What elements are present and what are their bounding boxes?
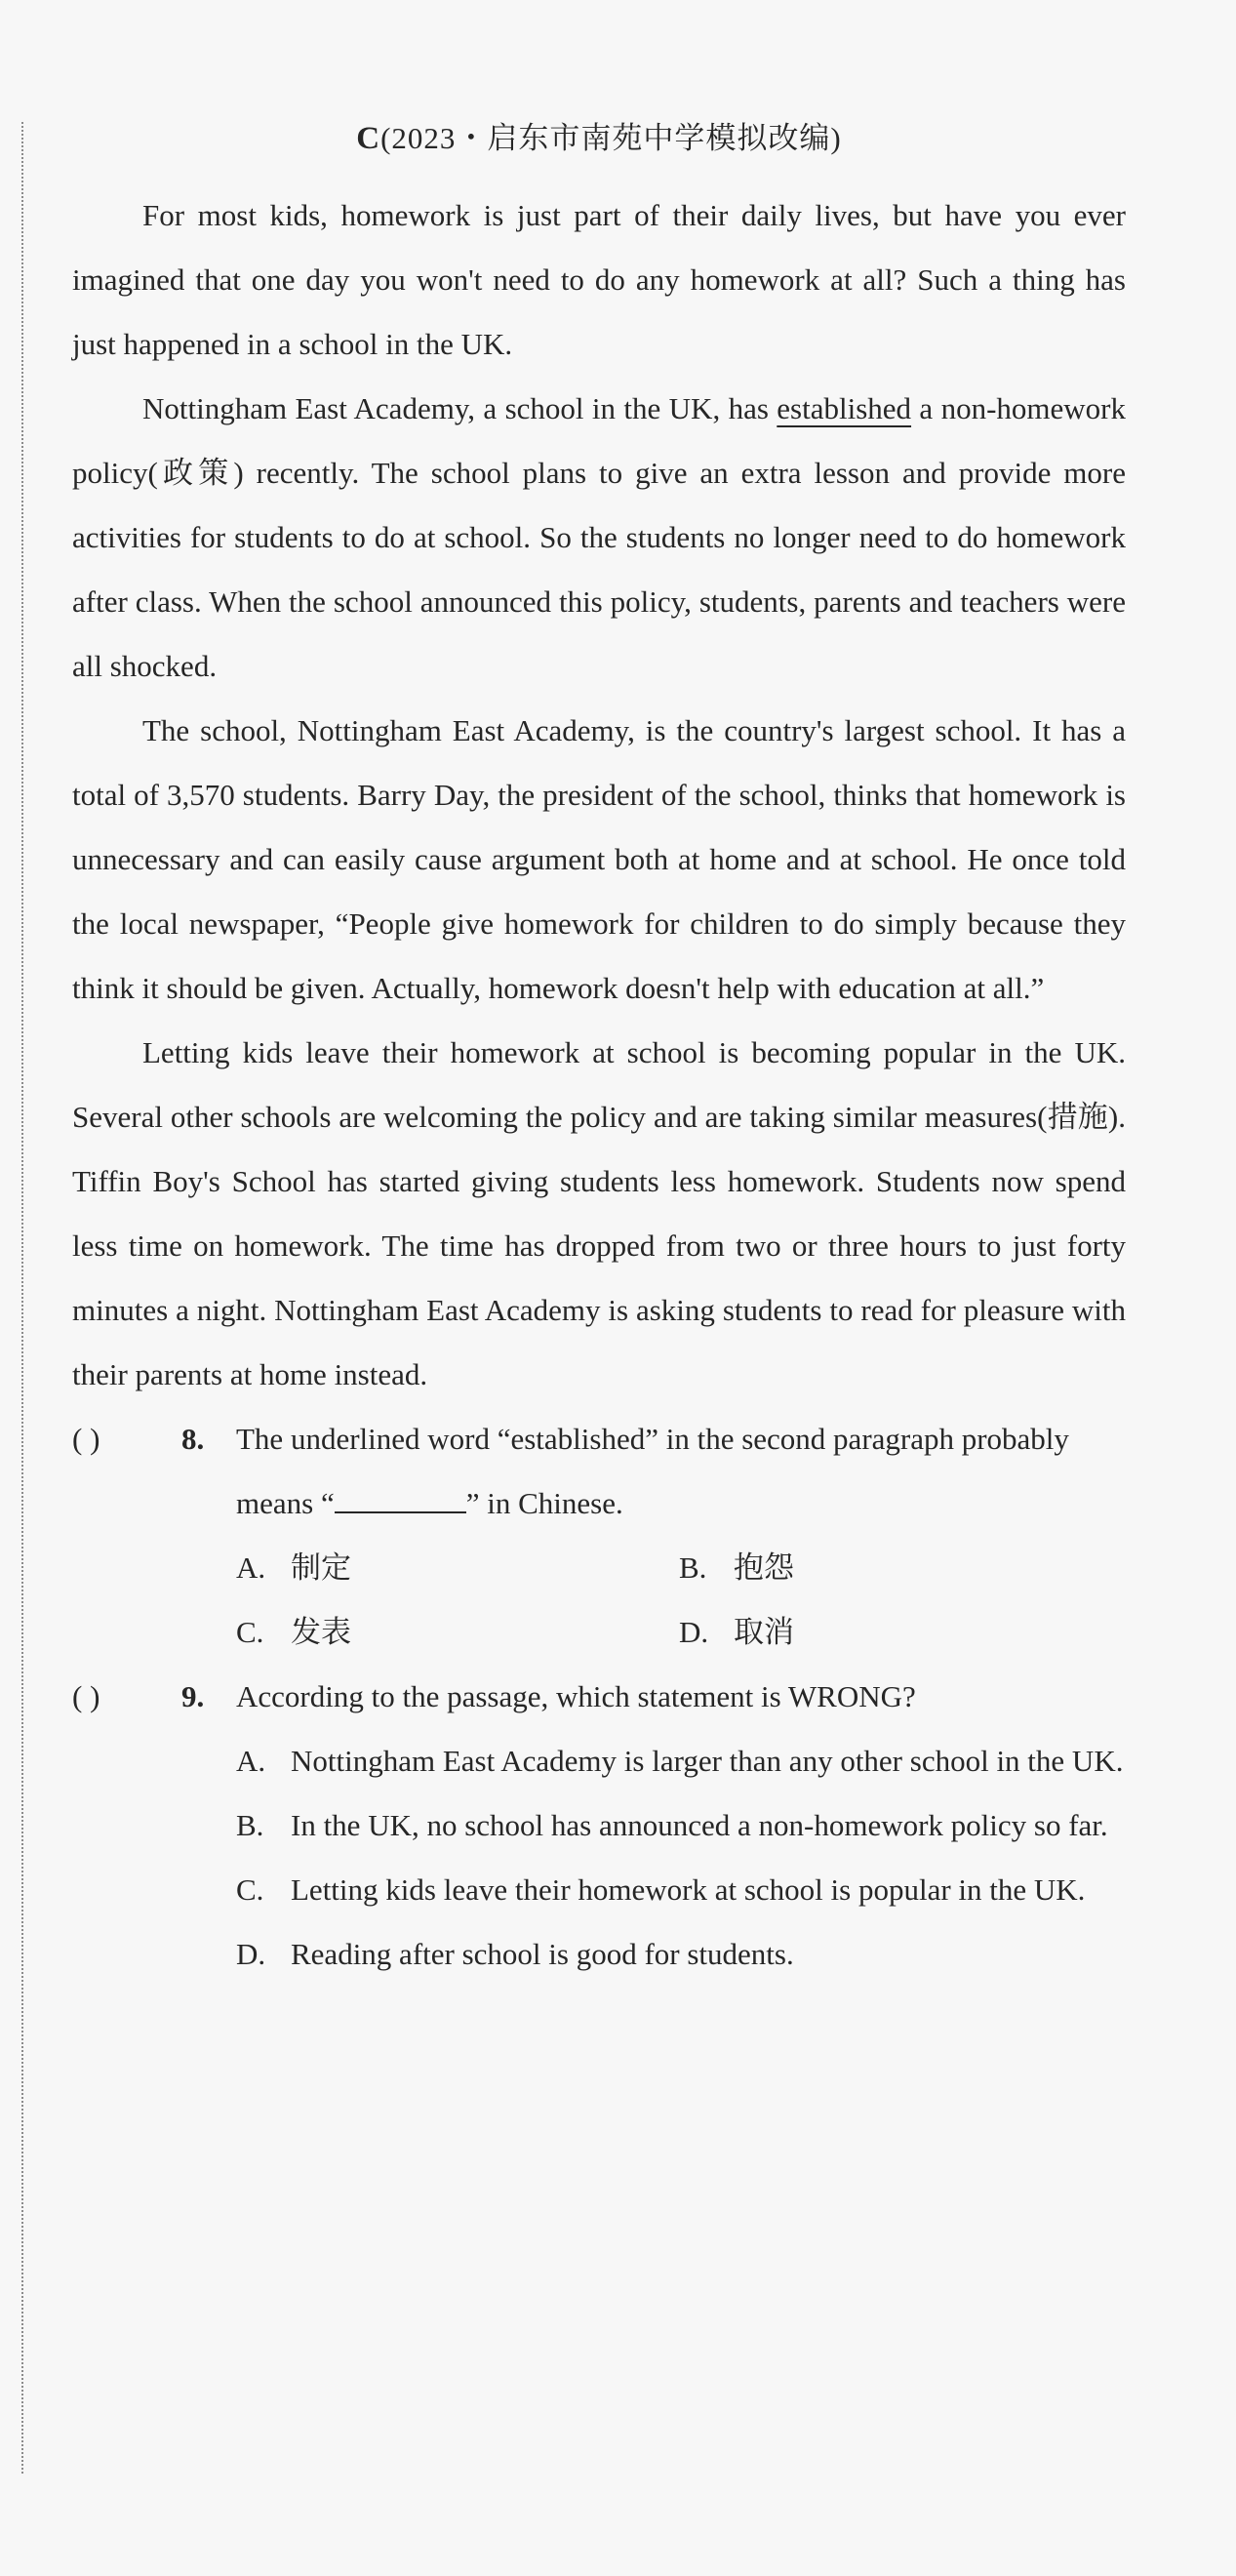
section-source: (2023・启东市南苑中学模拟改编) [380,121,842,155]
option-letter: D. [679,1615,709,1649]
section-heading [72,115,1126,162]
paragraph-2-rest: a non-homework policy(政策) recently. The school plans to give an extra lesson and provide more activities for students to do at school. So the students no longer need to do homework after class. When the school announced this policy, students, parents and teachers were all shocked. [72,391,1126,683]
option-letter: B. [679,1550,707,1585]
section-letter: C [356,121,381,156]
answer-bracket-8[interactable]: ( ) [72,1422,100,1456]
option-letter: C. [236,1872,264,1907]
option-8a[interactable] [236,1536,679,1600]
option-8c[interactable] [236,1600,679,1665]
passage-paragraph-1: For most kids, homework is just part of their daily lives, but have you ever imagined that one day you won't need to do any homework at all? Such a thing has just happened in a school in the UK. [72,198,1126,361]
option-text: Reading after school is good for students. [291,1937,794,1971]
option-text: 制定 [291,1550,351,1585]
option-8b[interactable] [679,1536,1122,1600]
question-8 [72,1407,1126,1536]
document-page [72,115,1126,1987]
question-8-options [72,1536,1126,1665]
option-9b[interactable] [72,1793,1126,1858]
option-9a[interactable] [72,1729,1126,1793]
question-number-8: 8. [181,1422,205,1456]
question-number-9: 9. [181,1679,205,1713]
option-9c[interactable] [72,1858,1126,1922]
answer-bracket-9[interactable]: ( ) [72,1679,100,1713]
option-9d[interactable] [72,1922,1126,1987]
option-text: 抱怨 [734,1550,794,1585]
option-text: 取消 [734,1615,794,1649]
option-text: Nottingham East Academy is larger than any other school in the UK. [291,1744,1124,1778]
question-stem-8 [72,1407,1126,1536]
option-text: In the UK, no school has announced a non-homework policy so far. [291,1808,1108,1842]
option-letter: A. [236,1744,266,1778]
passage-paragraph-4: Letting kids leave their homework at school is becoming popular in the UK. Several other schools are welcoming the policy and are taking similar measures(措施). Tiffin Boy's School has started giving students less homework. Students now spend less time on homework. The time has dropped from two or three hours to just forty minutes a night. Nottingham East Academy is asking students to read for pleasure with their parents at home instead. [72,1035,1126,1391]
option-letter: C. [236,1615,264,1649]
question-9 [72,1665,1126,1729]
option-letter: A. [236,1550,266,1585]
option-text: Letting kids leave their homework at school is popular in the UK. [291,1872,1086,1907]
underlined-word: established [777,391,912,425]
binding-dotted-line [21,122,23,2474]
passage-paragraph-3: The school, Nottingham East Academy, is the country's largest school. It has a total of 3,570 students. Barry Day, the president of the school, thinks that homework is unnecessary and can easily cause argument both at home and at school. He once told the local newspaper, “People give homework for children to do simply because they think it should be given. Actually, homework doesn't help with education at all.” [72,713,1126,1005]
option-8d[interactable] [679,1600,1122,1665]
option-text: 发表 [291,1615,351,1649]
fill-blank [335,1482,466,1513]
paragraph-2-lead: Nottingham East Academy, a school in the UK, has [142,391,777,425]
question-8-stem-tail: ” in Chinese. [465,1486,623,1520]
passage-paragraph-2 [72,377,1126,699]
option-letter: D. [236,1937,266,1971]
question-8-stem-lead: The underlined word “established” in the second paragraph probably means “ [236,1422,1069,1520]
question-stem-9: According to the passage, which statement is WRONG? [236,1679,916,1713]
option-letter: B. [236,1808,264,1842]
